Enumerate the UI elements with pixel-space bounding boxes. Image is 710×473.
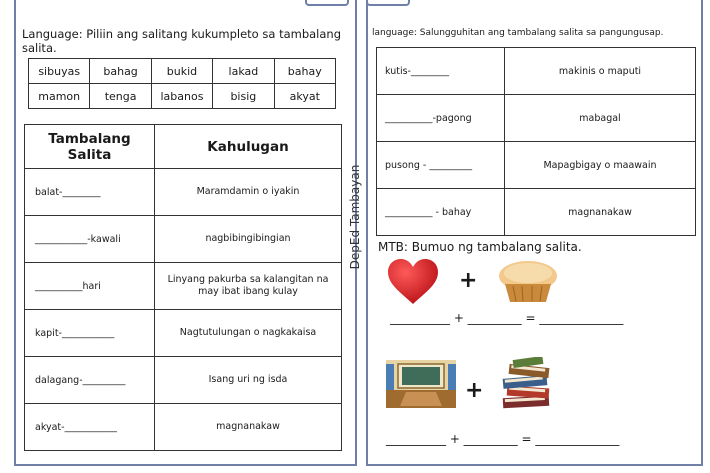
meaning-cell: makinis o maputi	[505, 48, 696, 95]
table-row	[29, 59, 336, 84]
underline-table	[376, 47, 696, 236]
meaning-cell: Linyang pakurba sa kalangitan na may ibat ibang kulay	[155, 263, 342, 310]
word-bank-cell: akyat	[274, 84, 335, 109]
meaning-cell: magnanakaw	[155, 404, 342, 451]
meaning-cell: Nagtutulungan o nagkakaisa	[155, 310, 342, 357]
compound-blank-cell[interactable]: balat-________	[25, 169, 155, 216]
left-instruction: Language: Piliin ang salitang kukumpleto sa tambalang salita.	[22, 27, 342, 55]
table-row	[29, 84, 336, 109]
plus-sign: +	[465, 378, 484, 403]
meaning-cell: Maramdamin o iyakin	[155, 169, 342, 216]
meaning-cell: Mapagbigay o maawain	[505, 142, 696, 189]
table-row	[25, 169, 342, 216]
header-kahulugan: Kahulugan	[155, 125, 342, 169]
books-icon	[499, 357, 555, 411]
word-bank-cell: mamon	[29, 84, 90, 109]
watermark-text: DepEd Tambayan	[348, 164, 362, 270]
compound-blank-cell[interactable]: ___________-kawali	[25, 216, 155, 263]
meaning-cell: Isang uri ng isda	[155, 357, 342, 404]
compound-blank-cell[interactable]: __________-pagong	[377, 95, 505, 142]
meaning-cell: mabagal	[505, 95, 696, 142]
table-row	[377, 142, 696, 189]
heart-icon	[386, 258, 440, 306]
compound-blank-cell[interactable]: __________ - bahay	[377, 189, 505, 236]
word-bank-cell: lakad	[213, 59, 274, 84]
word-bank-cell: tenga	[90, 84, 151, 109]
compound-blank-cell[interactable]: __________hari	[25, 263, 155, 310]
table-row	[25, 310, 342, 357]
table-row	[377, 189, 696, 236]
sheet-tab	[366, 0, 410, 6]
mtb-title: MTB: Bumuo ng tambalang salita.	[378, 240, 582, 254]
muffin-icon	[497, 260, 559, 304]
word-bank-cell: bahag	[90, 59, 151, 84]
compound-blank-cell[interactable]: dalagang-_________	[25, 357, 155, 404]
meaning-cell: magnanakaw	[505, 189, 696, 236]
compound-blank-cell[interactable]: pusong - _________	[377, 142, 505, 189]
table-row	[377, 95, 696, 142]
header-tambalang-salita: Tambalang Salita	[25, 125, 155, 169]
equation-line-2: __________ + _________ = ______________	[386, 432, 620, 446]
compound-word-table	[24, 124, 342, 451]
compound-blank-cell[interactable]: kapit-___________	[25, 310, 155, 357]
meaning-cell: nagbibingibingian	[155, 216, 342, 263]
table-row	[25, 404, 342, 451]
plus-sign: +	[459, 268, 478, 293]
word-bank-table	[28, 58, 336, 109]
right-instruction: language: Salungguhitan ang tambalang salita sa pangungusap.	[372, 28, 664, 38]
equation-line-1: __________ + _________ = ______________	[390, 311, 624, 325]
table-row	[25, 357, 342, 404]
table-row	[25, 216, 342, 263]
table-row	[377, 48, 696, 95]
word-bank-cell: bukid	[151, 59, 212, 84]
classroom-icon	[386, 360, 456, 408]
sheet-tab	[305, 0, 349, 6]
word-bank-cell: bahay	[274, 59, 335, 84]
word-bank-cell: bisig	[213, 84, 274, 109]
word-bank-cell: sibuyas	[29, 59, 90, 84]
compound-blank-cell[interactable]: kutis-________	[377, 48, 505, 95]
table-row	[25, 263, 342, 310]
table-header-row	[25, 125, 342, 169]
word-bank-cell: labanos	[151, 84, 212, 109]
compound-blank-cell[interactable]: akyat-___________	[25, 404, 155, 451]
